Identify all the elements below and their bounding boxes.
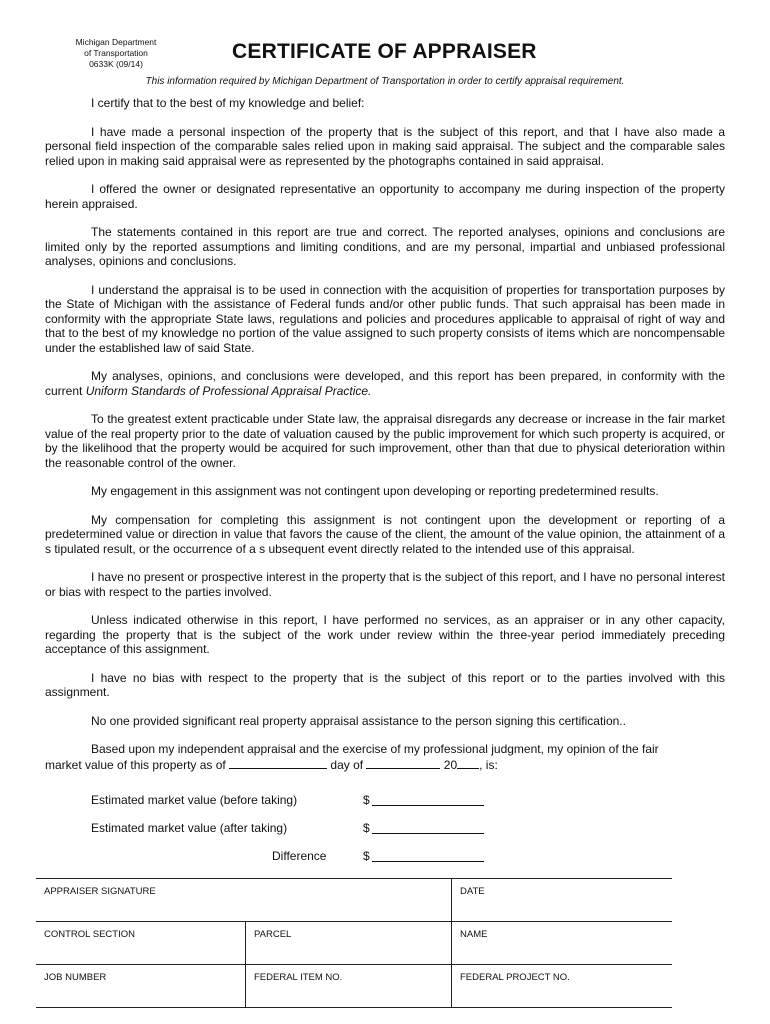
currency-symbol: $ [363, 849, 370, 863]
federal-item-no-label: FEDERAL ITEM NO. [254, 972, 343, 983]
federal-project-no-field[interactable] [452, 965, 673, 1008]
paragraph-uspap [45, 369, 725, 398]
date-field[interactable] [452, 879, 673, 922]
job-number-field[interactable] [36, 965, 246, 1008]
after-taking-field[interactable] [372, 833, 484, 834]
agency-name: Michigan Department [75, 37, 157, 47]
agency-subname: of Transportation [84, 48, 148, 58]
paragraph-assistance: No one provided significant real property appraisal assistance to the person signing this certification.. [91, 713, 626, 728]
currency-symbol: $ [363, 821, 370, 835]
valuation-year-field[interactable] [457, 757, 479, 769]
paragraph-engagement: My engagement in this assignment was not contingent upon developing or reporting predetermined results. [91, 484, 659, 498]
appraiser-signature-field[interactable] [36, 879, 452, 922]
opinion-day-of: day of [327, 757, 367, 772]
agency-block [46, 37, 186, 70]
page-subtitle: This information required by Michigan Department of Transportation in order to certify appraisal requirement. [145, 76, 625, 87]
name-field[interactable] [452, 922, 673, 965]
control-section-field[interactable] [36, 922, 246, 965]
paragraph-inspection: I have made a personal inspection of the property that is the subject of this report, and that I have also made a personal field inspection of the comparable sales relied upon in making said appraisal. The subject and the comparable sales relied upon in making said appraisal were as represented by the photographs contained in said appraisal. [45, 124, 725, 168]
before-taking-field[interactable] [372, 805, 484, 806]
currency-symbol: $ [363, 793, 370, 807]
valuation-date-field[interactable] [229, 757, 327, 769]
after-taking-label: Estimated market value (after taking) [91, 821, 288, 835]
certification-body [45, 96, 725, 772]
paragraph-use: I understand the appraisal is to be used in connection with the acquisition of properties for transportation purposes by the State of Michigan with the assistance of Federal funds and/or other public funds. That such appraisal has been made in conformity with the appropriate State laws, regulations and policies and procedures applicable to appraisal of right of way and that to the best of my knowledge no portion of the value assigned to such property consists of items which are noncompensable under the established law of said State. [45, 282, 725, 355]
paragraph-no-bias: I have no bias with respect to the property that is the subject of this report or to the parties involved with this assignment. [45, 670, 725, 699]
appraiser-signature-label: APPRAISER SIGNATURE [44, 886, 156, 897]
uspap-title: Uniform Standards of Professional Appraisal Practice. [85, 383, 372, 398]
name-label: NAME [460, 929, 488, 940]
date-label: DATE [460, 886, 485, 897]
parcel-field[interactable] [246, 922, 452, 965]
opinion-suffix: , is: [479, 757, 498, 772]
federal-item-no-field[interactable] [246, 965, 452, 1008]
paragraph-no-interest: I have no present or prospective interest in the property that is the subject of this report, and I have no personal interest or bias with respect to the parties involved. [45, 570, 725, 599]
paragraph-compensation: My compensation for completing this assignment is not contingent upon the development or reporting of a predetermined value or direction in value that favors the cause of the client, the amount of the value opinion, the attainment of a s tipulated result, or the occurrence of a s ubsequent event directly related to the intended use of this appraisal. [45, 512, 725, 556]
signature-table [36, 878, 672, 1008]
job-number-label: JOB NUMBER [44, 972, 107, 983]
opinion-date-line [45, 757, 725, 773]
uspap-text: My analyses, opinions, and conclusions were developed, and this report has been prepared, in conformity with the current [45, 369, 725, 398]
before-taking-label: Estimated market value (before taking) [91, 793, 298, 807]
paragraph-statements: The statements contained in this report are true and correct. The reported analyses, opinions and conclusions are limited only by the reported assumptions and limiting conditions, and are my personal, impartial and unbiased professional analyses, opinions and conclusions. [45, 225, 725, 268]
intro-statement: I certify that to the best of my knowledge and belief: [91, 96, 365, 110]
difference-label: Difference [272, 849, 327, 863]
form-number: 0633K (09/14) [89, 59, 143, 69]
opinion-prefix: market value of this property as of [45, 757, 230, 772]
paragraph-opinion: Based upon my independent appraisal and the exercise of my professional judgment, my opinion of the fair [91, 742, 659, 756]
paragraph-owner-offer: I offered the owner or designated representative an opportunity to accompany me during inspection of the property herein appraised. [45, 182, 725, 211]
valuation-month-field[interactable] [366, 757, 440, 769]
difference-field[interactable] [372, 861, 484, 862]
opinion-year-prefix: 20 [440, 757, 458, 772]
paragraph-no-services: Unless indicated otherwise in this report, I have performed no services, as an appraiser or in any other capacity, regarding the property that is the subject of the work under review within the three-year period immediately preceding acceptance of this assignment. [45, 613, 725, 656]
federal-project-no-label: FEDERAL PROJECT NO. [460, 972, 570, 983]
parcel-label: PARCEL [254, 929, 292, 940]
paragraph-disregard: To the greatest extent practicable under State law, the appraisal disregards any decrease or increase in the fair market value of the real property prior to the date of valuation caused by the public improvement for which such property is acquired, or by the likelihood that the property would be acquired for such improvement, other than that due to physical deterioration within the reasonable control of the owner. [45, 412, 725, 470]
control-section-label: CONTROL SECTION [44, 929, 135, 940]
page-title: CERTIFICATE OF APPRAISER [232, 40, 537, 63]
